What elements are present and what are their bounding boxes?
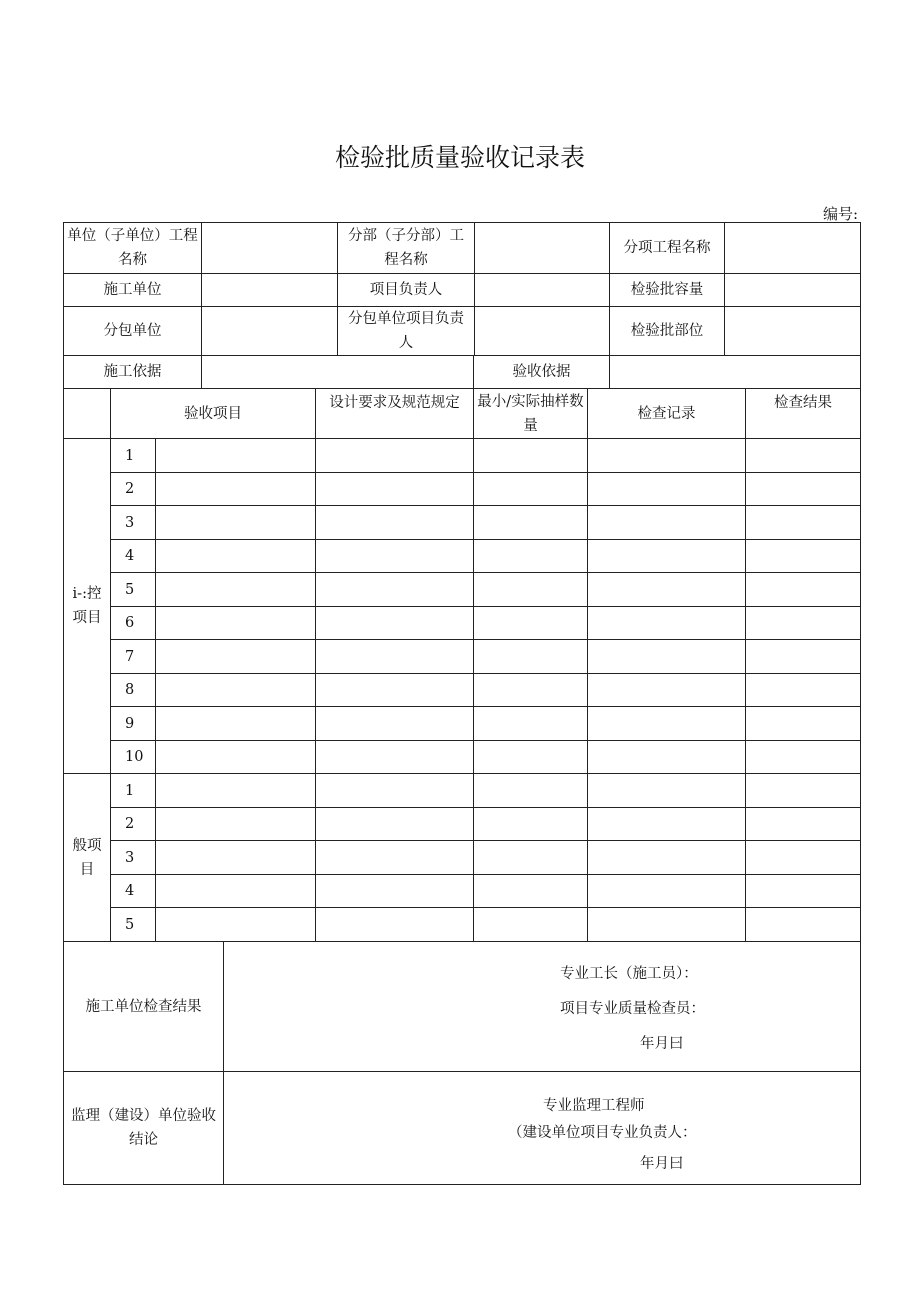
row-number: 3 (110, 505, 156, 540)
quality-inspector-label: 项目专业质量检查员： (560, 1001, 705, 1017)
acceptance-basis-label: 验收依据 (473, 355, 610, 389)
row-design-field[interactable] (315, 907, 474, 942)
unit-project-name-label: 单位（子单位）工程名称 (63, 222, 202, 274)
subcontractor-label: 分包单位 (63, 306, 202, 356)
row-number: 4 (110, 874, 156, 908)
row-number: 5 (110, 572, 156, 607)
row-sample-field[interactable] (473, 773, 588, 808)
row-item-field[interactable] (155, 639, 316, 674)
row-record-field[interactable] (587, 438, 746, 473)
row-record-field[interactable] (587, 606, 746, 640)
col-header-design-requirement: 设计要求及规范规定 (315, 388, 474, 439)
acceptance-basis-field[interactable] (609, 355, 861, 389)
col-header-item: 验收项目 (110, 388, 316, 439)
row-record-field[interactable] (587, 807, 746, 841)
row-item-field[interactable] (155, 606, 316, 640)
unit-project-name-field[interactable] (201, 222, 338, 274)
row-design-field[interactable] (315, 606, 474, 640)
construction-date-label: 年月曰 (640, 1036, 684, 1052)
row-record-field[interactable] (587, 572, 746, 607)
row-result-field[interactable] (745, 539, 861, 573)
row-record-field[interactable] (587, 740, 746, 774)
supervising-engineer-label: 专业监理工程师 (543, 1098, 645, 1114)
row-number: 1 (110, 438, 156, 473)
construction-basis-field[interactable] (201, 355, 474, 389)
batch-location-label: 检验批部位 (609, 306, 725, 356)
row-design-field[interactable] (315, 639, 474, 674)
row-item-field[interactable] (155, 773, 316, 808)
batch-location-field[interactable] (724, 306, 861, 356)
row-record-field[interactable] (587, 472, 746, 506)
row-sample-field[interactable] (473, 572, 588, 607)
supervision-conclusion-label: 监理（建设）单位验收结论 (63, 1071, 224, 1185)
row-design-field[interactable] (315, 840, 474, 875)
row-item-field[interactable] (155, 807, 316, 841)
row-item-field[interactable] (155, 907, 316, 942)
row-design-field[interactable] (315, 472, 474, 506)
row-result-field[interactable] (745, 773, 861, 808)
project-manager-field[interactable] (474, 273, 610, 307)
row-design-field[interactable] (315, 807, 474, 841)
row-result-field[interactable] (745, 438, 861, 473)
col-header-sample-quantity: 最小/实际抽样数量 (473, 388, 588, 439)
row-item-field[interactable] (155, 740, 316, 774)
general-label: 般项目 (63, 773, 111, 942)
row-record-field[interactable] (587, 874, 746, 908)
row-sample-field[interactable] (473, 706, 588, 741)
col-header-check-result: 检查结果 (745, 388, 861, 439)
row-number: 10 (110, 740, 156, 774)
division-project-name-label: 分部（子分部）工程名称 (337, 222, 475, 274)
row-design-field[interactable] (315, 874, 474, 908)
row-number: 7 (110, 639, 156, 674)
row-design-field[interactable] (315, 505, 474, 540)
row-number: 3 (110, 840, 156, 875)
row-record-field[interactable] (587, 907, 746, 942)
row-item-field[interactable] (155, 472, 316, 506)
row-number: 2 (110, 807, 156, 841)
owner-manager-label: （建设单位项目专业负责人： (508, 1125, 697, 1141)
row-result-field[interactable] (745, 740, 861, 774)
construction-unit-label: 施工单位 (63, 273, 202, 307)
subcontractor-field[interactable] (201, 306, 338, 356)
row-design-field[interactable] (315, 438, 474, 473)
row-record-field[interactable] (587, 505, 746, 540)
batch-capacity-field[interactable] (724, 273, 861, 307)
row-record-field[interactable] (587, 773, 746, 808)
row-result-field[interactable] (745, 874, 861, 908)
row-sample-field[interactable] (473, 472, 588, 506)
row-sample-field[interactable] (473, 606, 588, 640)
row-sample-field[interactable] (473, 907, 588, 942)
row-sample-field[interactable] (473, 438, 588, 473)
row-number: 8 (110, 673, 156, 707)
subcontractor-manager-label: 分包单位项目负责人 (337, 306, 475, 356)
row-sample-field[interactable] (473, 673, 588, 707)
row-design-field[interactable] (315, 673, 474, 707)
division-project-name-field[interactable] (474, 222, 610, 274)
row-sample-field[interactable] (473, 505, 588, 540)
row-result-field[interactable] (745, 673, 861, 707)
construction-basis-label: 施工依据 (63, 355, 202, 389)
row-result-field[interactable] (745, 572, 861, 607)
construction-unit-field[interactable] (201, 273, 338, 307)
project-manager-label: 项目负责人 (337, 273, 475, 307)
row-item-field[interactable] (155, 505, 316, 540)
supervision-date-label: 年月曰 (640, 1156, 684, 1172)
row-item-field[interactable] (155, 840, 316, 875)
row-record-field[interactable] (587, 539, 746, 573)
foreman-label: 专业工长（施工员）： (560, 966, 698, 982)
subcontractor-manager-field[interactable] (474, 306, 610, 356)
construction-check-label: 施工单位检查结果 (63, 941, 224, 1072)
row-result-field[interactable] (745, 639, 861, 674)
row-design-field[interactable] (315, 572, 474, 607)
subitem-project-name-field[interactable] (724, 222, 861, 274)
row-record-field[interactable] (587, 840, 746, 875)
main-control-label: i-:控项目 (63, 438, 111, 774)
row-number: 9 (110, 706, 156, 741)
row-number: 5 (110, 907, 156, 942)
row-design-field[interactable] (315, 539, 474, 573)
row-result-field[interactable] (745, 472, 861, 506)
row-item-field[interactable] (155, 706, 316, 741)
row-record-field[interactable] (587, 673, 746, 707)
row-result-field[interactable] (745, 840, 861, 875)
row-item-field[interactable] (155, 673, 316, 707)
corner-cell (63, 388, 111, 439)
row-result-field[interactable] (745, 505, 861, 540)
row-sample-field[interactable] (473, 539, 588, 573)
row-design-field[interactable] (315, 740, 474, 774)
subitem-project-name-label: 分项工程名称 (609, 222, 725, 274)
page-title: 检验批质量验收记录表 (334, 143, 585, 172)
col-header-check-record: 检查记录 (587, 388, 746, 439)
row-item-field[interactable] (155, 438, 316, 473)
row-sample-field[interactable] (473, 740, 588, 774)
row-item-field[interactable] (155, 572, 316, 607)
row-sample-field[interactable] (473, 874, 588, 908)
row-number: 2 (110, 472, 156, 506)
batch-capacity-label: 检验批容量 (609, 273, 725, 307)
row-sample-field[interactable] (473, 807, 588, 841)
row-number: 4 (110, 539, 156, 573)
row-number: 1 (110, 773, 156, 808)
row-result-field[interactable] (745, 606, 861, 640)
row-record-field[interactable] (587, 706, 746, 741)
construction-check-area[interactable] (223, 941, 861, 1072)
row-design-field[interactable] (315, 773, 474, 808)
row-number: 6 (110, 606, 156, 640)
row-result-field[interactable] (745, 807, 861, 841)
row-sample-field[interactable] (473, 639, 588, 674)
row-item-field[interactable] (155, 874, 316, 908)
row-item-field[interactable] (155, 539, 316, 573)
doc-number-label: 编号: (822, 205, 858, 223)
row-record-field[interactable] (587, 639, 746, 674)
row-result-field[interactable] (745, 907, 861, 942)
row-sample-field[interactable] (473, 840, 588, 875)
row-design-field[interactable] (315, 706, 474, 741)
row-result-field[interactable] (745, 706, 861, 741)
